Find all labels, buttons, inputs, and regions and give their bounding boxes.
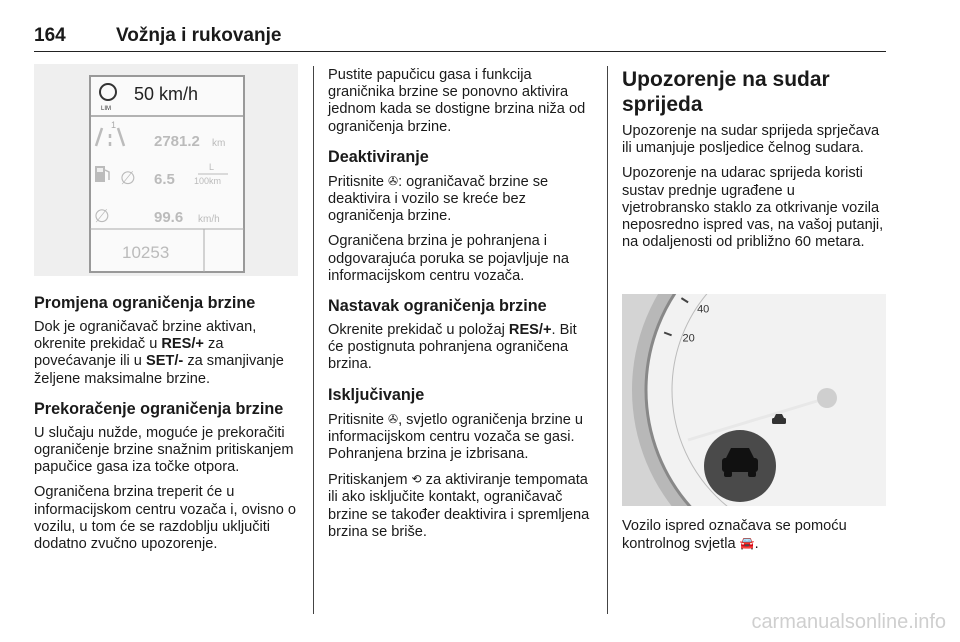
distance-unit: km [212,138,226,149]
watermark: carmanualsonline.info [751,611,946,633]
speedometer-svg [622,294,886,506]
paragraph-exceed-2: Ograničena brzina treperit će u informacijskom centru vozača i, ovisno o vozilu, u tom će se razdoblju uključiti dodatno zvučno upozorenje. [34,484,296,553]
section-title: Upozorenje na sudar sprijeda [622,68,830,116]
paragraph-cruise-activate: Pritiskanjem ⟲ za aktiviranje tempomata ili ako isključite kontakt, ograničavač brzine se također deaktivira i spremljena brzina se briše. [328,472,590,540]
paragraph-deactivate-2: Ograničena brzina je pohranjena i odgovarajuća poruka se pojavljuje na informacijskom centru vozača. [328,233,569,284]
speed-tick-label: 40 [697,303,710,316]
consumption-unit-bottom: 100km [194,176,222,186]
heading-resume: Nastavak ograničenja brzine [328,297,547,316]
trip-index: 1 [111,120,117,130]
heading-exceed-limit: Prekoračenje ograničenja brzine [34,399,284,418]
heading-switch-off: Isključivanje [328,385,425,404]
speed-tick-label: 20 [682,332,695,345]
distance-value: 2781.2 [154,133,200,150]
heading-deactivate: Deaktiviranje [328,147,429,166]
paragraph-fcw-3: Vozilo ispred označava se pomoću kontrolnog svjetla 🚘. [622,518,847,553]
column-divider [313,66,314,614]
column-divider [607,66,608,614]
speed-limiter-icon: ✇ [388,411,399,426]
paragraph-switch-off: Pritisnite ✇, svjetlo ograničenja brzine u informacijskom centru vozača se gasi. Pohranjena brzina je izbrisana. [328,411,584,463]
paragraph-change-limit: Dok je ograničavač brzine aktivan, okrenite prekidač u RES/+ za povećavanje ili u SET/- za smanjivanje željene maksimalne brzine. [34,319,284,387]
driver-info-display-illustration [34,64,298,276]
paragraph-resume: Okrenite prekidač u položaj RES/+. Bit će postignuta pohranjena ograničena brzina. [328,322,577,373]
heading-change-limit: Promjena ograničenja brzine [34,294,256,312]
chapter-title: Vožnja i rukovanje [116,25,282,46]
lim-label: LIM [101,106,112,112]
cluster-svg [34,64,298,276]
speedometer-photo [622,294,886,506]
consumption-value: 6.5 [154,171,175,188]
odometer-value: 10253 [122,243,170,262]
average-speed-symbol: ∅ [94,206,110,227]
column-left [34,294,298,561]
consumption-unit-top: L [209,162,215,172]
paragraph-release-accelerator: Pustite papučicu gasa i funkcija graničnika brzine se ponovno aktivira jednom kada se dostigne brzina niža od ograničenja brzine. [328,67,586,135]
avg-speed-unit: km/h [198,214,220,225]
speed-limit-value: 50 km/h [134,84,199,104]
page-header [34,25,886,52]
limiter-off-icon: ✇ [388,173,399,188]
average-symbol: ∅ [120,168,136,189]
paragraph-fcw-1: Upozorenje na sudar sprijeda sprječava ili umanjuje posljedice čelnog sudara. [622,123,880,157]
needle-hub [817,388,837,408]
avg-speed-value: 99.6 [154,209,184,226]
page-number: 164 [34,25,66,46]
car-icon: 🚘 [739,536,755,551]
column-right [622,67,886,259]
paragraph-deactivate: Pritisnite ✇: ograničavač brzine se deaktivira i vozilo se kreće bez ograničenja brzine. [328,173,549,225]
column-middle [328,67,592,549]
paragraph-exceed-1: U slučaju nužde, moguće je prekoračiti ograničenje brzine snažnim pritiskanjem papučice gasa iza točke otpora. [34,424,294,476]
cruise-control-icon: ⟲ [411,472,422,487]
paragraph-fcw-2: Upozorenje na udarac sprijeda koristi sustav prednje ugrađene u vjetrobransko staklo za otkrivanje vozila neposredno ispred vas, na vašoj putanji, na odaljenosti od približno 60 metara. [622,165,884,251]
caption-fcw [622,518,886,561]
